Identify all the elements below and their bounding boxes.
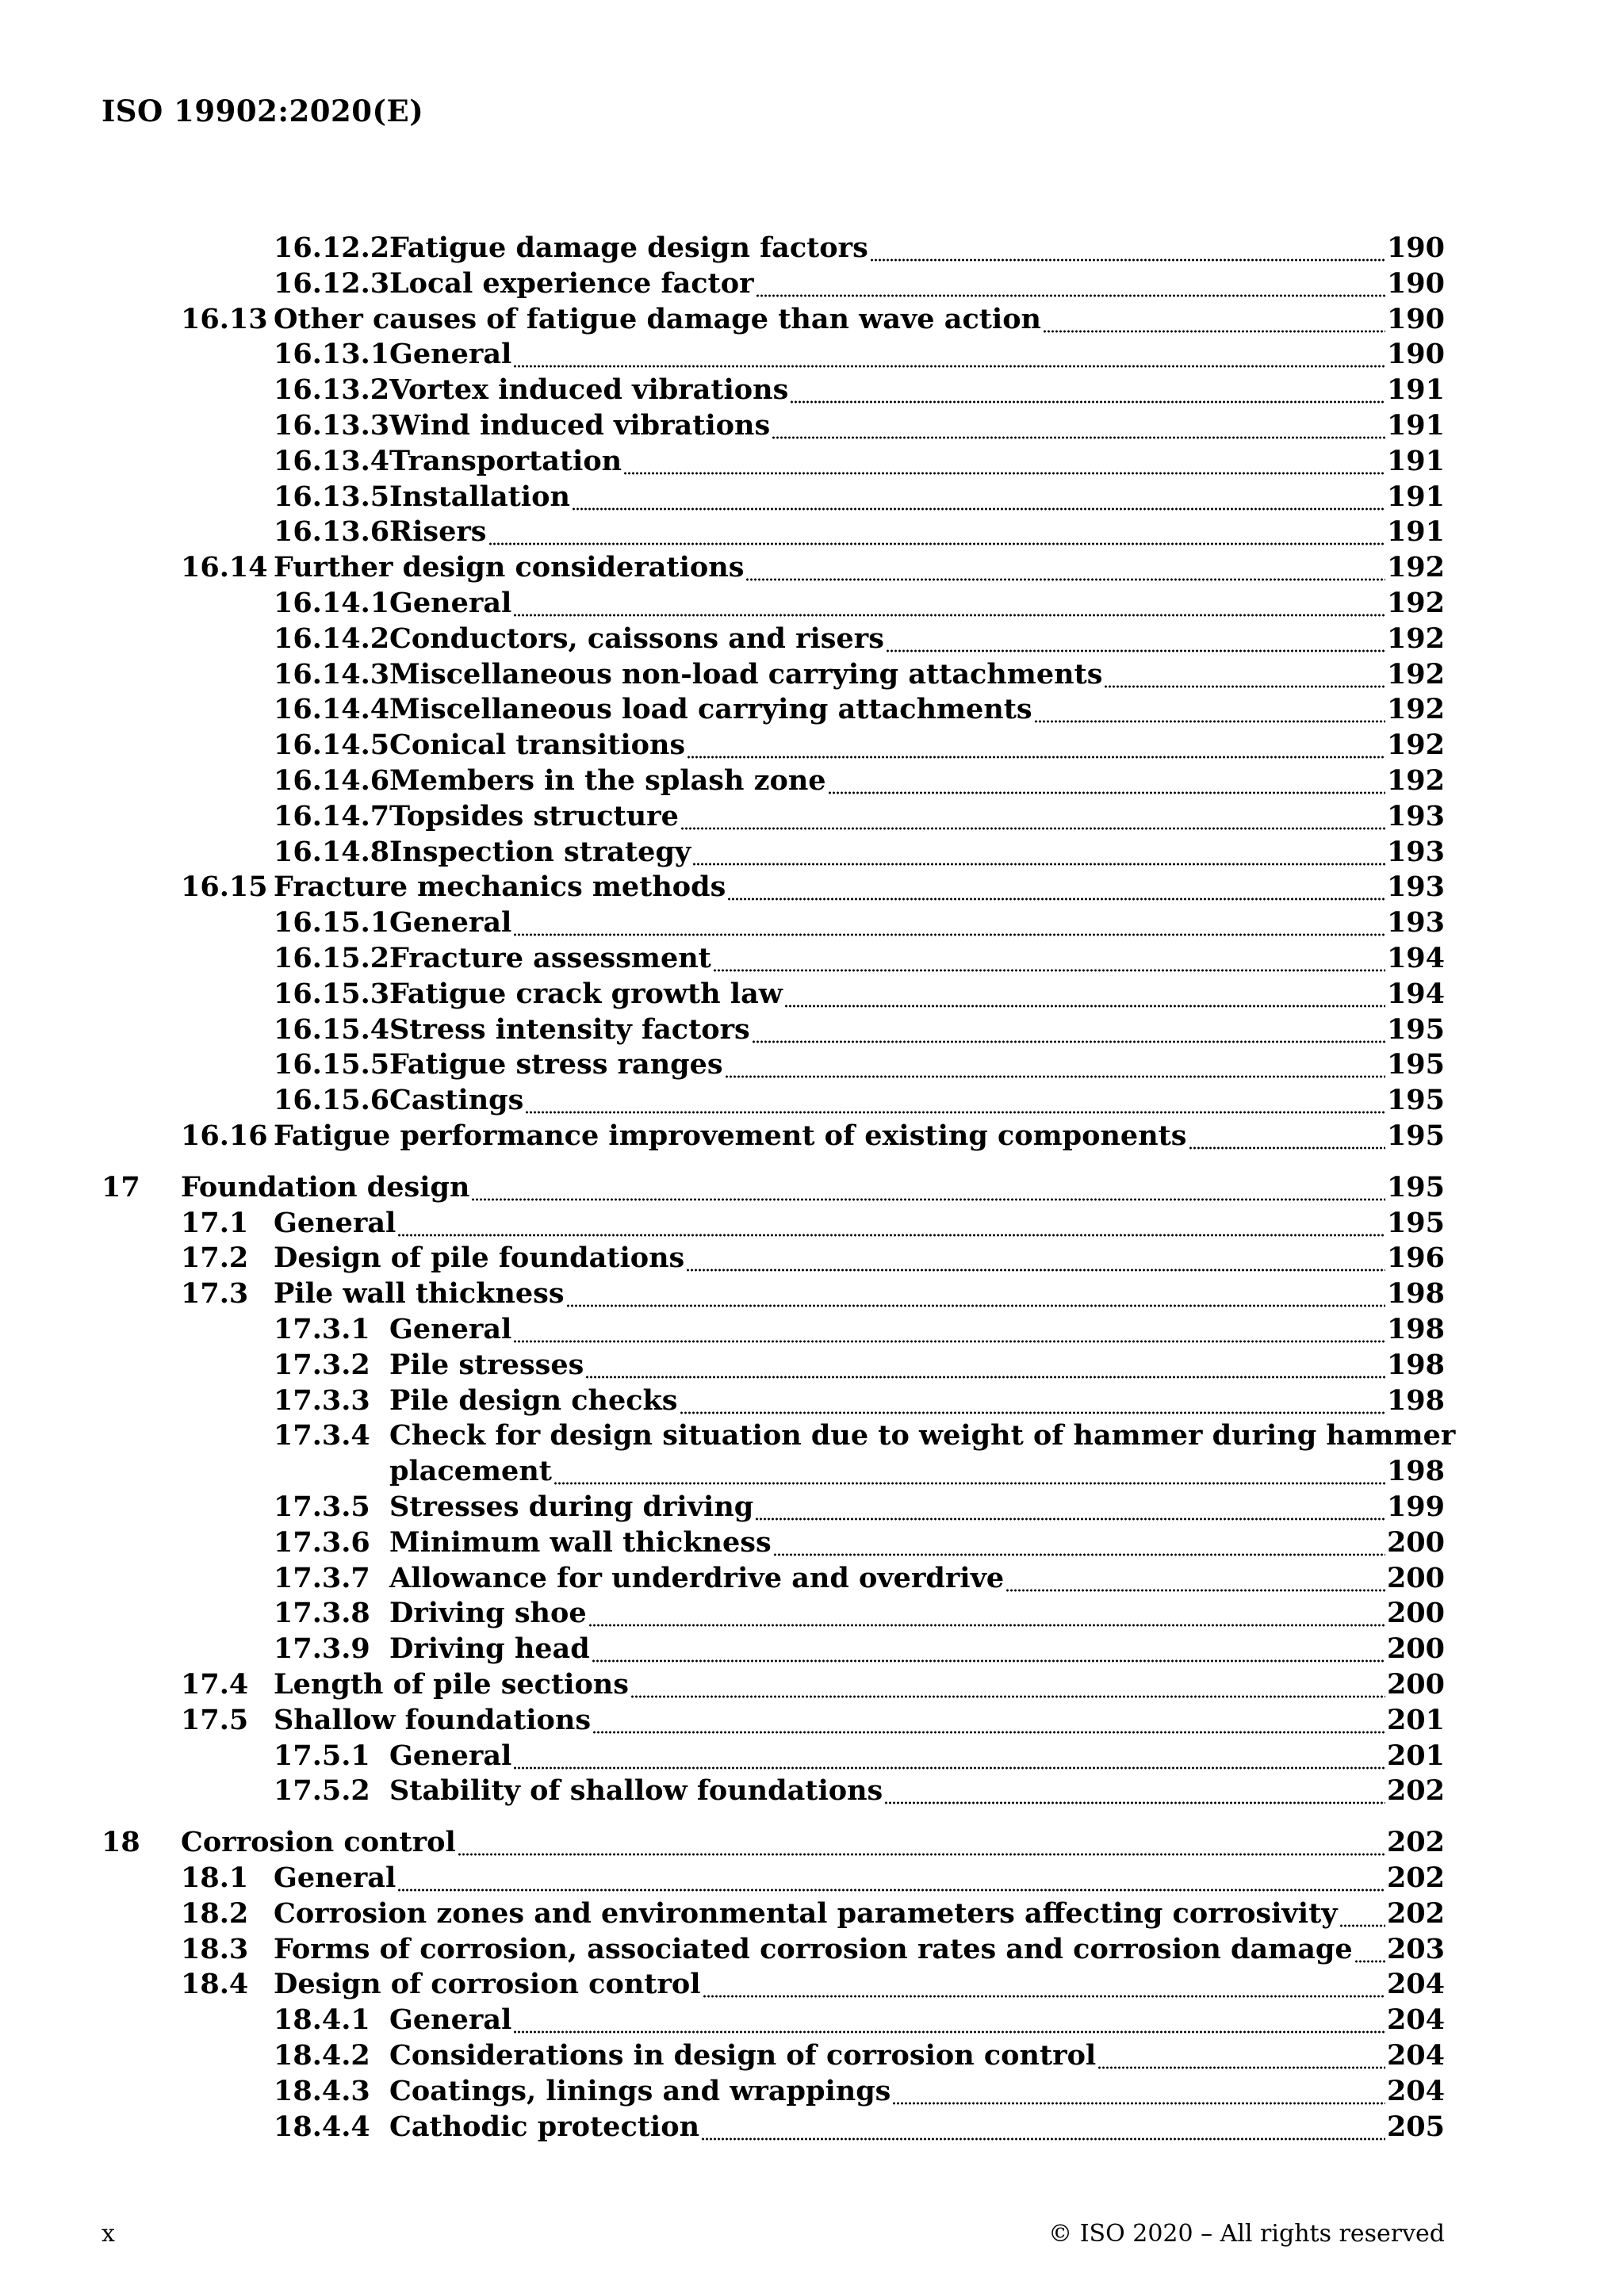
toc-entry[interactable]	[181, 1119, 1445, 1154]
toc-dot-leader	[513, 1739, 1385, 1774]
toc-entry-number: 18.4.2	[274, 2039, 370, 2072]
toc-dot-leader	[397, 1206, 1385, 1241]
toc-entry-page: 192	[1386, 729, 1445, 762]
toc-entry-page: 205	[1386, 2110, 1445, 2143]
toc-entry[interactable]	[274, 692, 1445, 727]
toc-entry-title: Considerations in design of corrosion control	[389, 2039, 1097, 2072]
toc-entry[interactable]	[274, 622, 1445, 656]
toc-dot-leader	[692, 835, 1385, 870]
toc-dot-leader	[1005, 1561, 1385, 1596]
toc-dot-leader	[592, 1703, 1385, 1738]
toc-entry[interactable]	[274, 1312, 1445, 1347]
toc-entry-number: 17.3.7	[274, 1561, 370, 1594]
toc-entry-number: 17.3.9	[274, 1632, 370, 1666]
toc-entry-title: Coatings, linings and wrappings	[389, 2074, 891, 2107]
toc-dot-leader	[1034, 692, 1385, 727]
toc-dot-leader	[870, 231, 1385, 266]
toc-entry[interactable]	[274, 515, 1445, 549]
toc-entry-number: 16.13.2	[274, 373, 390, 407]
toc-dot-leader	[488, 515, 1385, 549]
toc-entry-number: 16.13.6	[274, 515, 390, 549]
toc-entry-number: 17.3.1	[274, 1313, 370, 1345]
toc-dot-leader	[790, 373, 1385, 408]
toc-entry-page: 204	[1386, 1968, 1445, 2001]
toc-entry-number: 16.14.8	[274, 835, 390, 868]
toc-entry[interactable]	[181, 1667, 1445, 1702]
toc-entry-number: 17.3.8	[274, 1597, 370, 1630]
toc-entry-page: 194	[1386, 942, 1445, 974]
toc-dot-leader	[680, 1383, 1385, 1418]
toc-dot-leader	[513, 586, 1385, 621]
toc-dot-leader	[585, 1348, 1385, 1383]
toc-entry-number: 16.14.2	[274, 622, 390, 655]
toc-entry[interactable]	[181, 1276, 1445, 1311]
toc-dot-leader	[1189, 1119, 1385, 1154]
toc-dot-leader	[513, 337, 1385, 372]
toc-entry-page: 192	[1386, 622, 1445, 655]
toc-entry[interactable]	[274, 1596, 1445, 1631]
toc-entry-page: 204	[1386, 2003, 1445, 2037]
toc-entry[interactable]	[274, 2110, 1445, 2145]
toc-entry-number: 16.14.7	[274, 799, 390, 832]
toc-entry[interactable]	[274, 266, 1445, 301]
toc-dot-leader	[572, 480, 1385, 515]
toc-entry-number: 18.4	[181, 1968, 249, 2001]
toc-entry[interactable]	[274, 586, 1445, 621]
toc-entry-page: 199	[1386, 1490, 1445, 1523]
toc-entry-title: Fatigue stress ranges	[389, 1048, 723, 1081]
toc-entry-title: Conical transitions	[389, 729, 686, 762]
toc-entry-number: 16.14.1	[274, 587, 390, 619]
toc-entry-number: 18	[102, 1826, 140, 1859]
toc-entry[interactable]	[181, 870, 1445, 905]
toc-entry-number: 17.3.4	[274, 1419, 370, 1452]
toc-entry[interactable]	[181, 1967, 1445, 2002]
toc-entry-title: placement	[389, 1455, 552, 1488]
toc-entry-number	[274, 1454, 389, 1489]
toc-dot-leader	[525, 1083, 1385, 1118]
toc-entry-page: 202	[1386, 1826, 1445, 1859]
toc-dot-leader	[892, 2074, 1385, 2109]
toc-entry-page: 192	[1386, 551, 1445, 584]
toc-dot-leader	[713, 941, 1385, 976]
toc-entry[interactable]	[274, 1454, 1445, 1489]
toc-entry[interactable]	[274, 977, 1445, 1012]
toc-dot-leader	[687, 728, 1385, 763]
toc-entry-number: 17.2	[181, 1242, 249, 1275]
toc-entry[interactable]	[274, 728, 1445, 763]
toc-entry[interactable]	[274, 1561, 1445, 1596]
toc-entry-title: Inspection strategy	[389, 835, 691, 868]
toc-entry-number: 18.4.4	[274, 2110, 370, 2143]
toc-entry-title: Fatigue damage design factors	[389, 232, 868, 264]
toc-entry-title: Minimum wall thickness	[389, 1525, 772, 1559]
toc-entry[interactable]	[274, 799, 1445, 834]
toc-entry-title: Shallow foundations	[274, 1703, 592, 1736]
toc-entry-number: 18.1	[181, 1862, 249, 1894]
toc-entry-page: 204	[1386, 2074, 1445, 2107]
toc-entry-number: 18.4.3	[274, 2074, 370, 2107]
toc-dot-leader	[458, 1825, 1385, 1860]
toc-entry-page: 204	[1386, 2039, 1445, 2072]
toc-entry-number: 16.13.4	[274, 444, 390, 477]
toc-entry-page: 195	[1386, 1012, 1445, 1046]
toc-entry-number: 16.14.4	[274, 693, 390, 726]
toc-entry[interactable]	[274, 1012, 1445, 1047]
toc-entry-title: Transportation	[389, 444, 622, 477]
toc-dot-leader	[1104, 657, 1385, 692]
toc-entry-title: Stress intensity factors	[389, 1012, 750, 1046]
toc-dot-leader	[397, 1861, 1385, 1896]
toc-entry-page: 191	[1386, 409, 1445, 442]
toc-entry-title: Corrosion zones and environmental parameters affecting corrosivity	[274, 1896, 1338, 1930]
toc-entry[interactable]	[274, 1348, 1445, 1383]
toc-entry-number: 16.15.6	[274, 1084, 390, 1117]
toc-entry-title: Other causes of fatigue damage than wave action	[274, 302, 1042, 335]
toc-entry-number: 17.1	[181, 1206, 249, 1239]
toc-entry-title: Foundation design	[181, 1170, 470, 1203]
toc-entry-number: 16.13.1	[274, 338, 390, 371]
toc-entry-number: 16.14.3	[274, 657, 390, 691]
toc-entry-page: 191	[1386, 515, 1445, 549]
toc-dot-leader	[886, 622, 1385, 656]
toc-entry[interactable]	[274, 1774, 1445, 1808]
toc-entry-page: 202	[1386, 1862, 1445, 1894]
toc-entry[interactable]	[102, 1825, 1445, 1860]
toc-dot-leader	[752, 1012, 1385, 1047]
toc-entry[interactable]	[274, 337, 1445, 372]
toc-entry-page: 202	[1386, 1896, 1445, 1930]
toc-entry-title: Driving shoe	[389, 1597, 587, 1630]
toc-entry[interactable]	[102, 1170, 1445, 1205]
toc-entry-number: 16.13.3	[274, 409, 390, 442]
toc-entry-title: Risers	[389, 515, 487, 549]
toc-entry-title: Pile design checks	[389, 1383, 678, 1417]
toc-entry[interactable]	[274, 763, 1445, 798]
toc-dot-leader	[513, 905, 1385, 940]
toc-dot-leader	[828, 763, 1385, 798]
toc-entry[interactable]	[274, 941, 1445, 976]
toc-entry-page: 195	[1386, 1048, 1445, 1081]
toc-entry-number: 18.4.1	[274, 2003, 370, 2037]
toc-entry-page: 195	[1386, 1170, 1445, 1203]
toc-entry-page: 195	[1386, 1119, 1445, 1152]
toc-entry-title: Miscellaneous load carrying attachments	[389, 693, 1032, 726]
toc-dot-leader	[772, 408, 1385, 443]
toc-entry-number: 16.15.4	[274, 1012, 390, 1046]
toc-dot-leader	[727, 870, 1385, 905]
toc-entry[interactable]	[274, 1383, 1445, 1418]
toc-entry[interactable]	[274, 1490, 1445, 1525]
toc-entry[interactable]	[181, 1861, 1445, 1896]
toc-entry-number: 16.14.5	[274, 729, 390, 762]
toc-entry-number: 17	[102, 1170, 140, 1203]
toc-entry-page: 200	[1386, 1561, 1445, 1594]
toc-dot-leader	[884, 1774, 1385, 1808]
toc-entry-title: Design of pile foundations	[274, 1242, 685, 1275]
toc-entry-title: Further design considerations	[274, 551, 745, 584]
toc-dot-leader	[756, 266, 1385, 301]
toc-entry-title: Allowance for underdrive and overdrive	[389, 1561, 1005, 1594]
toc-entry-page: 192	[1386, 587, 1445, 619]
toc-dot-leader	[745, 550, 1385, 585]
toc-entry-page: 192	[1386, 764, 1445, 797]
toc-entry[interactable]	[181, 1703, 1445, 1738]
toc-entry-title: General	[274, 1206, 396, 1239]
toc-entry[interactable]	[274, 408, 1445, 443]
toc-entry-page: 195	[1386, 1206, 1445, 1239]
toc-entry[interactable]	[181, 550, 1445, 585]
toc-dot-leader	[471, 1170, 1385, 1205]
toc-entry-title: Fracture assessment	[389, 942, 711, 974]
toc-dot-leader	[701, 2110, 1385, 2145]
toc-entry-page: 196	[1386, 1242, 1445, 1275]
toc-entry-title: Forms of corrosion, associated corrosion rates and corrosion damage	[274, 1932, 1353, 1965]
toc-entry-title: Members in the splash zone	[389, 764, 826, 797]
toc-entry[interactable]	[274, 1083, 1445, 1118]
toc-entry-page: 203	[1386, 1932, 1445, 1965]
toc-entry-title: General	[389, 906, 512, 939]
toc-entry-number: 16.13	[181, 302, 268, 335]
toc-entry-number: 17.4	[181, 1668, 249, 1701]
toc-entry-page: 198	[1386, 1383, 1445, 1417]
toc-dot-leader	[1354, 1932, 1385, 1967]
toc-entry-title: Local experience factor	[389, 266, 754, 300]
toc-entry[interactable]	[274, 231, 1445, 266]
toc-entry[interactable]	[274, 1525, 1445, 1560]
toc-entry-number: 17.3.2	[274, 1348, 370, 1381]
toc-entry-number: 16.13.5	[274, 480, 390, 513]
toc-entry-title: General	[389, 1313, 512, 1345]
toc-entry-title: Stresses during driving	[389, 1490, 754, 1523]
toc-entry-page: 194	[1386, 977, 1445, 1010]
toc-entry-number: 17.5.1	[274, 1739, 370, 1772]
toc-dot-leader	[755, 1490, 1385, 1525]
toc-entry-number: 16.12.2	[274, 232, 390, 264]
toc-dot-leader	[686, 1241, 1385, 1276]
toc-entry[interactable]	[274, 1047, 1445, 1082]
toc-entry-number: 18.3	[181, 1932, 249, 1965]
toc-entry-title: General	[389, 2003, 512, 2037]
toc-dot-leader	[784, 977, 1385, 1012]
toc-entry-title: Pile wall thickness	[274, 1277, 565, 1311]
toc-entry-number: 16.12.3	[274, 266, 390, 300]
toc-dot-leader	[703, 1967, 1385, 2002]
toc-entry-title: Cathodic protection	[389, 2110, 700, 2143]
toc-entry[interactable]	[274, 2003, 1445, 2038]
toc-entry[interactable]	[274, 480, 1445, 515]
toc-entry-page: 190	[1386, 338, 1445, 371]
toc-entry-title: General	[274, 1862, 396, 1894]
toc-entry-page: 190	[1386, 266, 1445, 300]
toc-entry-page: 198	[1386, 1313, 1445, 1345]
toc-entry[interactable]	[181, 302, 1445, 337]
toc-dot-leader	[725, 1047, 1385, 1082]
toc-entry-number: 17.3.6	[274, 1525, 370, 1559]
toc-entry-number: 16.15.2	[274, 942, 390, 974]
toc-entry-number: 17.3.5	[274, 1490, 370, 1523]
toc-entry-number: 16.15.3	[274, 977, 390, 1010]
toc-entry-number: 17.3	[181, 1277, 249, 1311]
toc-entry[interactable]	[181, 1932, 1445, 1967]
toc-entry-page: 201	[1386, 1739, 1445, 1772]
toc-entry[interactable]	[274, 905, 1445, 940]
toc-dot-leader	[1097, 2038, 1385, 2073]
toc-entry-number: 18.2	[181, 1896, 249, 1930]
toc-entry-number: 16.15.1	[274, 906, 390, 939]
toc-entry[interactable]	[274, 444, 1445, 479]
toc-entry-title: Conductors, caissons and risers	[389, 622, 884, 655]
toc-entry-page: 195	[1386, 1084, 1445, 1117]
toc-entry-page: 198	[1386, 1348, 1445, 1381]
toc-dot-leader	[1339, 1896, 1385, 1931]
toc-dot-leader	[1043, 302, 1385, 337]
toc-dot-leader	[630, 1667, 1385, 1702]
toc-entry-title: Design of corrosion control	[274, 1968, 701, 2001]
toc-entry[interactable]	[274, 373, 1445, 408]
toc-entry[interactable]	[274, 1632, 1445, 1667]
toc-entry-page: 191	[1386, 444, 1445, 477]
toc-entry-page: 198	[1386, 1277, 1445, 1311]
toc-entry-page: 192	[1386, 693, 1445, 726]
toc-entry-page: 201	[1386, 1703, 1445, 1736]
toc-entry-page: 198	[1386, 1455, 1445, 1488]
toc-dot-leader	[623, 444, 1385, 479]
toc-entry-title: Fracture mechanics methods	[274, 871, 726, 904]
toc-entry-title: General	[389, 587, 512, 619]
toc-entry-title: Miscellaneous non-load carrying attachments	[389, 657, 1103, 691]
toc-entry-page: 193	[1386, 871, 1445, 904]
toc-entry[interactable]	[274, 657, 1445, 692]
page-number: x	[102, 2220, 115, 2248]
toc-entry-number: 16.15.5	[274, 1048, 390, 1081]
toc-dot-leader	[566, 1276, 1385, 1311]
toc-entry[interactable]	[274, 1418, 1456, 1453]
toc-dot-leader	[592, 1632, 1385, 1667]
toc-entry[interactable]	[181, 1896, 1445, 1931]
toc-entry-number: 16.14	[181, 551, 268, 584]
toc-dot-leader	[513, 1312, 1385, 1347]
toc-dot-leader	[553, 1454, 1385, 1489]
toc-entry-title: Fatigue crack growth law	[389, 977, 783, 1010]
toc-entry[interactable]	[274, 2038, 1445, 2073]
toc-entry-title: Driving head	[389, 1632, 590, 1666]
toc-entry-page: 190	[1386, 302, 1445, 335]
toc-entry-number: 16.15	[181, 871, 268, 904]
document-id: ISO 19902:2020(E)	[102, 94, 424, 128]
toc-entry-title: Wind induced vibrations	[389, 409, 771, 442]
copyright-notice: © ISO 2020 – All rights reserved	[1048, 2220, 1445, 2248]
toc-dot-leader	[513, 2003, 1385, 2038]
toc-entry-title: General	[389, 1739, 512, 1772]
toc-entry[interactable]	[181, 1241, 1445, 1276]
toc-entry-title: Installation	[389, 480, 570, 513]
toc-entry-page: 200	[1386, 1632, 1445, 1666]
toc-entry-page: 193	[1386, 906, 1445, 939]
toc-entry-title: Check for design situation due to weight of hammer during hammer	[389, 1419, 1456, 1452]
toc-entry[interactable]	[274, 2074, 1445, 2109]
toc-entry-title: Vortex induced vibrations	[389, 373, 789, 407]
toc-entry-page: 200	[1386, 1668, 1445, 1701]
toc-entry-number: 17.5.2	[274, 1774, 370, 1808]
toc-entry[interactable]	[274, 1739, 1445, 1774]
toc-entry-title: Fatigue performance improvement of existing components	[274, 1119, 1187, 1152]
toc-entry-title: General	[389, 338, 512, 371]
toc-entry-page: 192	[1386, 657, 1445, 691]
toc-entry-title: Pile stresses	[389, 1348, 584, 1381]
toc-entry[interactable]	[181, 1206, 1445, 1241]
toc-entry-page: 202	[1386, 1774, 1445, 1808]
toc-dot-leader	[588, 1596, 1385, 1631]
toc-entry-title: Stability of shallow foundations	[389, 1774, 883, 1808]
toc-entry-number: 16.14.6	[274, 764, 390, 797]
toc-entry-title: Length of pile sections	[274, 1668, 629, 1701]
toc-entry-page: 191	[1386, 480, 1445, 513]
toc-entry-page: 190	[1386, 232, 1445, 264]
toc-dot-leader	[773, 1525, 1385, 1560]
toc-entry-page: 191	[1386, 373, 1445, 407]
toc-entry-number: 16.16	[181, 1119, 268, 1152]
toc-entry-number: 17.3.3	[274, 1383, 370, 1417]
toc-entry-title: Castings	[389, 1084, 524, 1117]
toc-entry-page: 193	[1386, 835, 1445, 868]
toc-entry-page: 200	[1386, 1597, 1445, 1630]
toc-dot-leader	[680, 799, 1385, 834]
toc-entry-page: 193	[1386, 799, 1445, 832]
toc-entry-number: 17.5	[181, 1703, 249, 1736]
toc-entry-page: 200	[1386, 1525, 1445, 1559]
toc-entry[interactable]	[274, 835, 1445, 870]
toc-entry-title: Topsides structure	[389, 799, 679, 832]
toc-entry-title: Corrosion control	[181, 1826, 456, 1859]
